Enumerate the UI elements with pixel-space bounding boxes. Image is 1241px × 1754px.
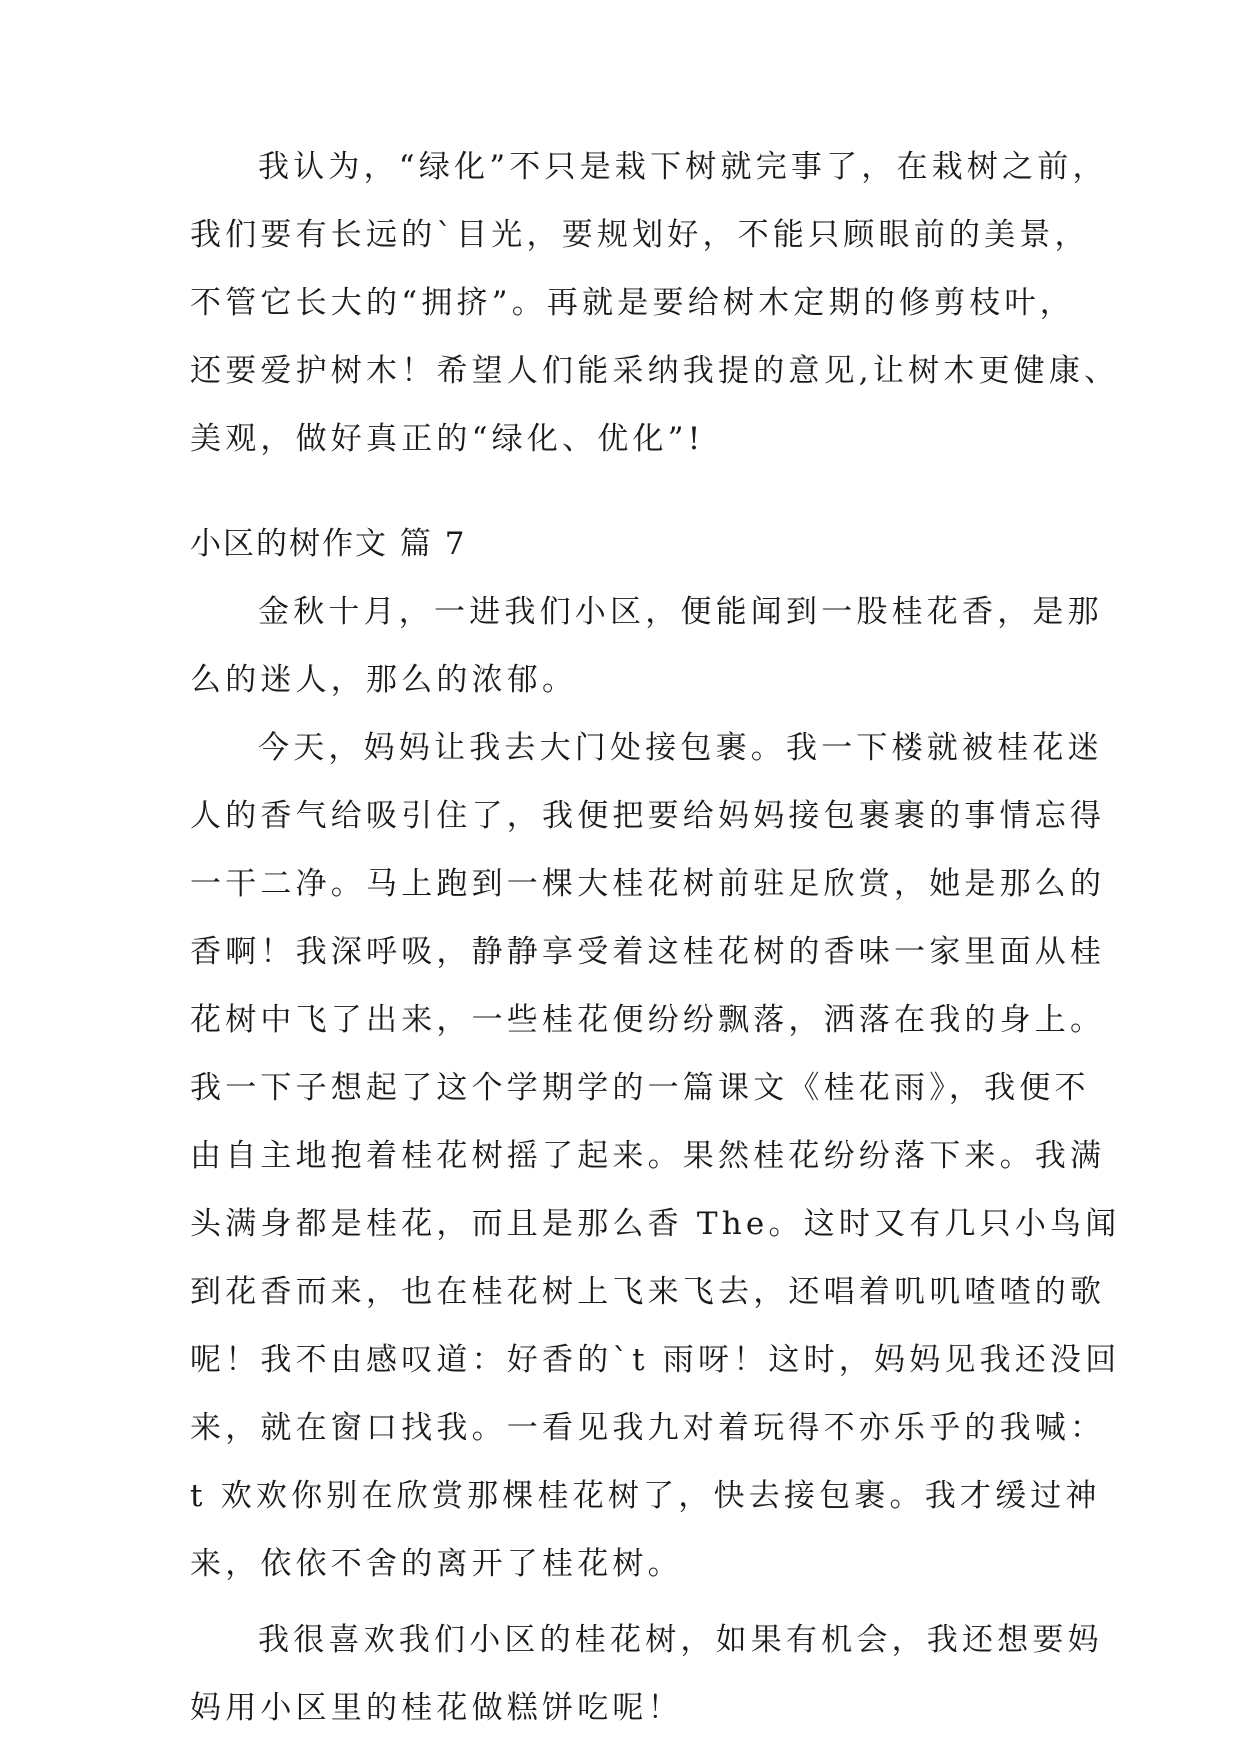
paragraph-line: 么的迷人，那么的浓郁。 [190,662,578,698]
paragraph-line: 我很喜欢我们小区的桂花树，如果有机会，我还想要妈 [258,1622,1103,1658]
paragraph-line: 美观，做好真正的“绿化、优化”! [190,421,705,457]
paragraph-line: 到花香而来，也在桂花树上飞来飞去，还唱着叽叽喳喳的歌 [190,1274,1106,1310]
paragraph-line: t 欢欢你别在欣赏那棵桂花树了，快去接包裹。我才缓过神 [190,1478,1101,1514]
paragraph-line: 一干二净。马上跑到一棵大桂花树前驻足欣赏，她是那么的 [190,866,1106,902]
paragraph-line: 我们要有长远的`目光，要规划好，不能只顾眼前的美景， [190,217,1090,253]
paragraph-line: 我一下子想起了这个学期学的一篇课文《桂花雨》，我便不 [190,1070,1090,1106]
paragraph-line: 还要爱护树木！希望人们能采纳我提的意见,让树木更健康、 [190,353,1120,389]
paragraph-line: 来，就在窗口找我。一看见我九对着玩得不亦乐乎的我喊： [190,1410,1106,1446]
section-heading: 小区的树作文 篇 7 [190,526,467,562]
paragraph-line: 来，依依不舍的离开了桂花树。 [190,1546,683,1582]
paragraph-line: 花树中飞了出来，一些桂花便纷纷飘落，洒落在我的身上。 [190,1002,1106,1038]
paragraph-line: 妈用小区里的桂花做糕饼吃呢！ [190,1690,683,1726]
paragraph-line: 香啊！我深呼吸，静静享受着这桂花树的香味一家里面从桂 [190,934,1106,970]
paragraph-line: 今天，妈妈让我去大门处接包裹。我一下楼就被桂花迷 [258,730,1103,766]
paragraph-line: 头满身都是桂花，而且是那么香 The。这时又有几只小鸟闻 [190,1206,1121,1242]
paragraph-line: 金秋十月，一进我们小区，便能闻到一股桂花香，是那 [258,594,1103,630]
paragraph-line: 由自主地抱着桂花树摇了起来。果然桂花纷纷落下来。我满 [190,1138,1106,1174]
paragraph-line: 我认为，“绿化”不只是栽下树就完事了，在栽树之前， [258,149,1108,185]
paragraph-line: 呢！我不由感叹道：好香的`t 雨呀！这时，妈妈见我还没回 [190,1342,1121,1378]
paragraph-line: 人的香气给吸引住了，我便把要给妈妈接包裹裹的事情忘得 [190,798,1106,834]
paragraph-line: 不管它长大的“拥挤”。再就是要给树木定期的修剪枝叶， [190,285,1075,321]
